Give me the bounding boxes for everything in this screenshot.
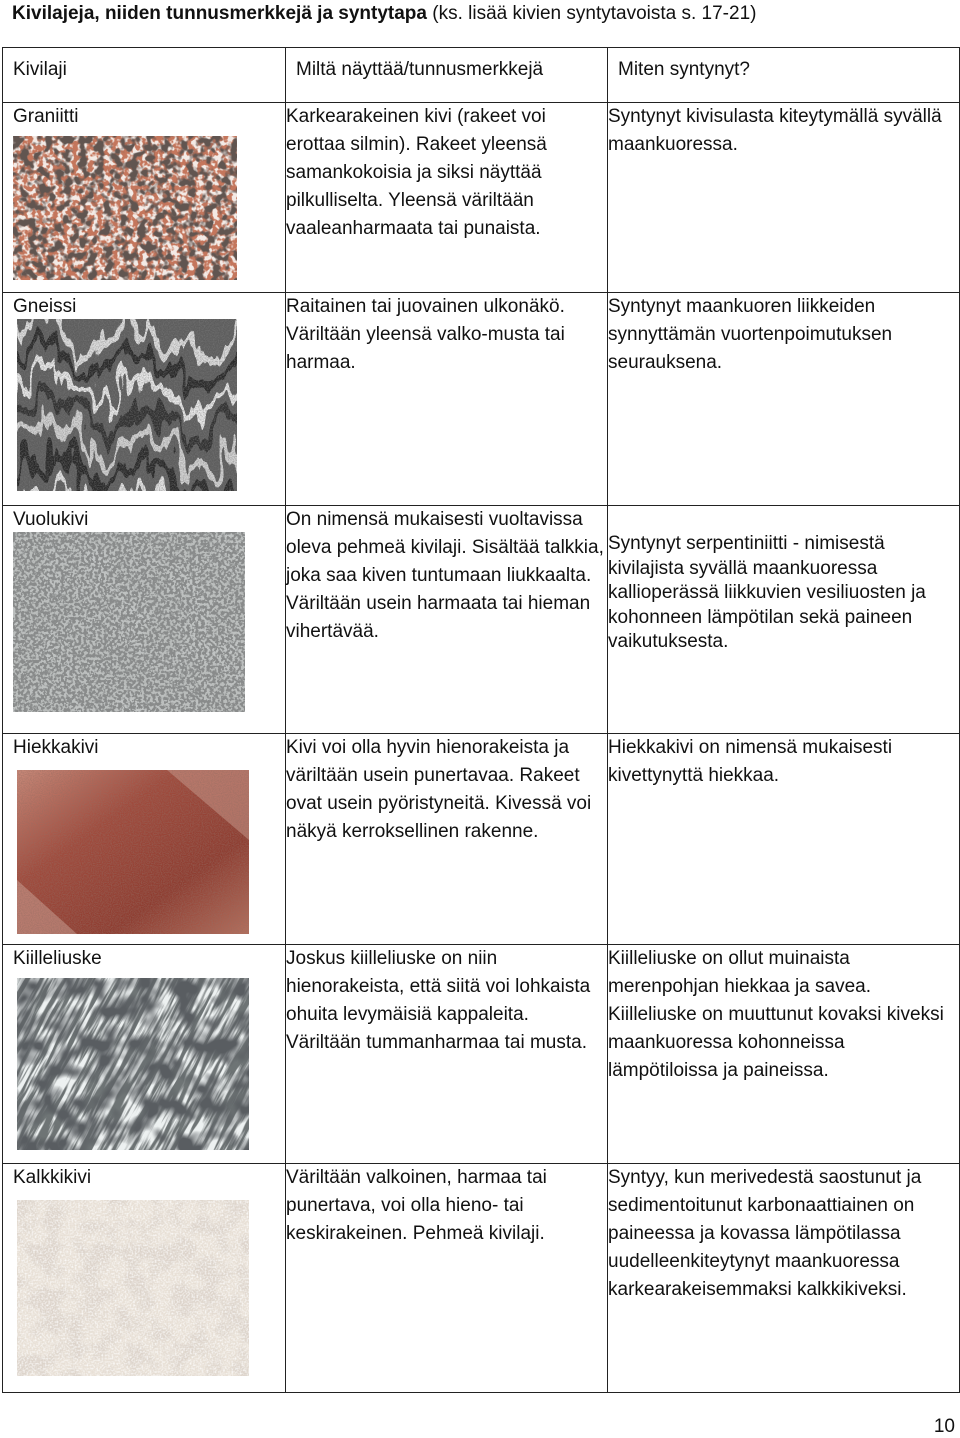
granite-photo xyxy=(13,136,237,280)
origin-cell: Kiilleliuske on ollut muinaista merenpohjan hiekkaa ja savea. Kiilleliuske on muuttunut kovaksi kiveksi maankuoressa kohonneissa lämpötiloissa ja paineissa. xyxy=(608,945,960,1164)
origin-cell: Syntynyt maankuoren liikkeiden synnyttämän vuortenpoimutuksen seurauksena. xyxy=(608,293,960,506)
rock-cell xyxy=(3,506,286,734)
origin-cell: Hiekkakivi on nimensä mukaisesti kivettynyttä hiekkaa. xyxy=(608,734,960,945)
table-row xyxy=(3,293,960,506)
description-cell: On nimensä mukaisesti vuoltavissa oleva pehmeä kivilaji. Sisältää talkkia, joka saa kiven tuntumaan liukkaalta. Väriltään usein harmaata tai hieman vihertävää. xyxy=(286,506,608,734)
rock-name: Vuolukivi xyxy=(13,509,89,530)
origin-cell: Syntynyt kivisulasta kiteytymällä syvällä maankuoressa. xyxy=(608,103,960,293)
table-header-row xyxy=(3,48,960,103)
gneiss-photo xyxy=(17,319,237,491)
description-cell: Joskus kiilleliuske on niin hienorakeista, että siitä voi lohkaista ohuita levymäisiä kappaleita. Väriltään tummanharmaa tai musta. xyxy=(286,945,608,1164)
description-cell: Kivi voi olla hyvin hienorakeista ja väriltään usein punertavaa. Rakeet ovat usein pyöristyneitä. Kivessä voi näkyä kerroksellinen rakenne. xyxy=(286,734,608,945)
rock-name: Gneissi xyxy=(13,296,77,317)
title-note: (ks. lisää kivien syntytavoista s. 17-21) xyxy=(427,3,757,24)
rock-cell xyxy=(3,103,286,293)
title-bold: Kivilajeja, niiden tunnusmerkkejä ja syntytapa xyxy=(12,3,427,24)
rock-name: Kiilleliuske xyxy=(13,948,102,969)
description-cell: Karkearakeinen kivi (rakeet voi erottaa silmin). Rakeet yleensä samankokoisia ja siksi näyttää pilkulliselta. Yleensä väriltään vaaleanharmaata tai punaista. xyxy=(286,103,608,293)
table-row xyxy=(3,1164,960,1393)
header-rock: Kivilaji xyxy=(3,48,286,103)
origin-cell: Syntynyt serpentiniitti - nimisestä kivilajista syvällä maankuoressa kallioperässä liikkuvien vesiliuosten ja kohonneen lämpötilan sekä paineen vaikutuksesta. xyxy=(608,506,960,734)
rock-name: Graniitti xyxy=(13,106,79,127)
table-row xyxy=(3,103,960,293)
header-origin: Miten syntynyt? xyxy=(608,48,960,103)
soapstone-photo xyxy=(13,532,245,712)
table-row xyxy=(3,506,960,734)
rock-cell xyxy=(3,734,286,945)
rock-cell xyxy=(3,1164,286,1393)
limestone-photo xyxy=(17,1200,249,1376)
origin-cell: Syntyy, kun merivedestä saostunut ja sedimentoitunut karbonaattiainen on paineessa ja kovassa lämpötilassa uudelleenkiteytynyt maankuoressa karkearakeisemmaksi kalkkikiveksi. xyxy=(608,1164,960,1393)
rock-name: Kalkkikivi xyxy=(13,1167,92,1188)
description-cell: Väriltään valkoinen, harmaa tai punertava, voi olla hieno- tai keskirakeinen. Pehmeä kivilaji. xyxy=(286,1164,608,1393)
rock-table xyxy=(2,47,960,1393)
table-row xyxy=(3,734,960,945)
page-title xyxy=(12,2,756,26)
page-number: 10 xyxy=(933,1416,955,1437)
description-cell: Raitainen tai juovainen ulkonäkö. Väriltään yleensä valko-musta tai harmaa. xyxy=(286,293,608,506)
header-looks: Miltä näyttää/tunnusmerkkejä xyxy=(286,48,608,103)
rock-name: Hiekkakivi xyxy=(13,737,99,758)
mica-schist-photo xyxy=(17,978,249,1150)
rock-cell xyxy=(3,293,286,506)
rock-cell xyxy=(3,945,286,1164)
sandstone-photo xyxy=(17,770,249,934)
table-row xyxy=(3,945,960,1164)
